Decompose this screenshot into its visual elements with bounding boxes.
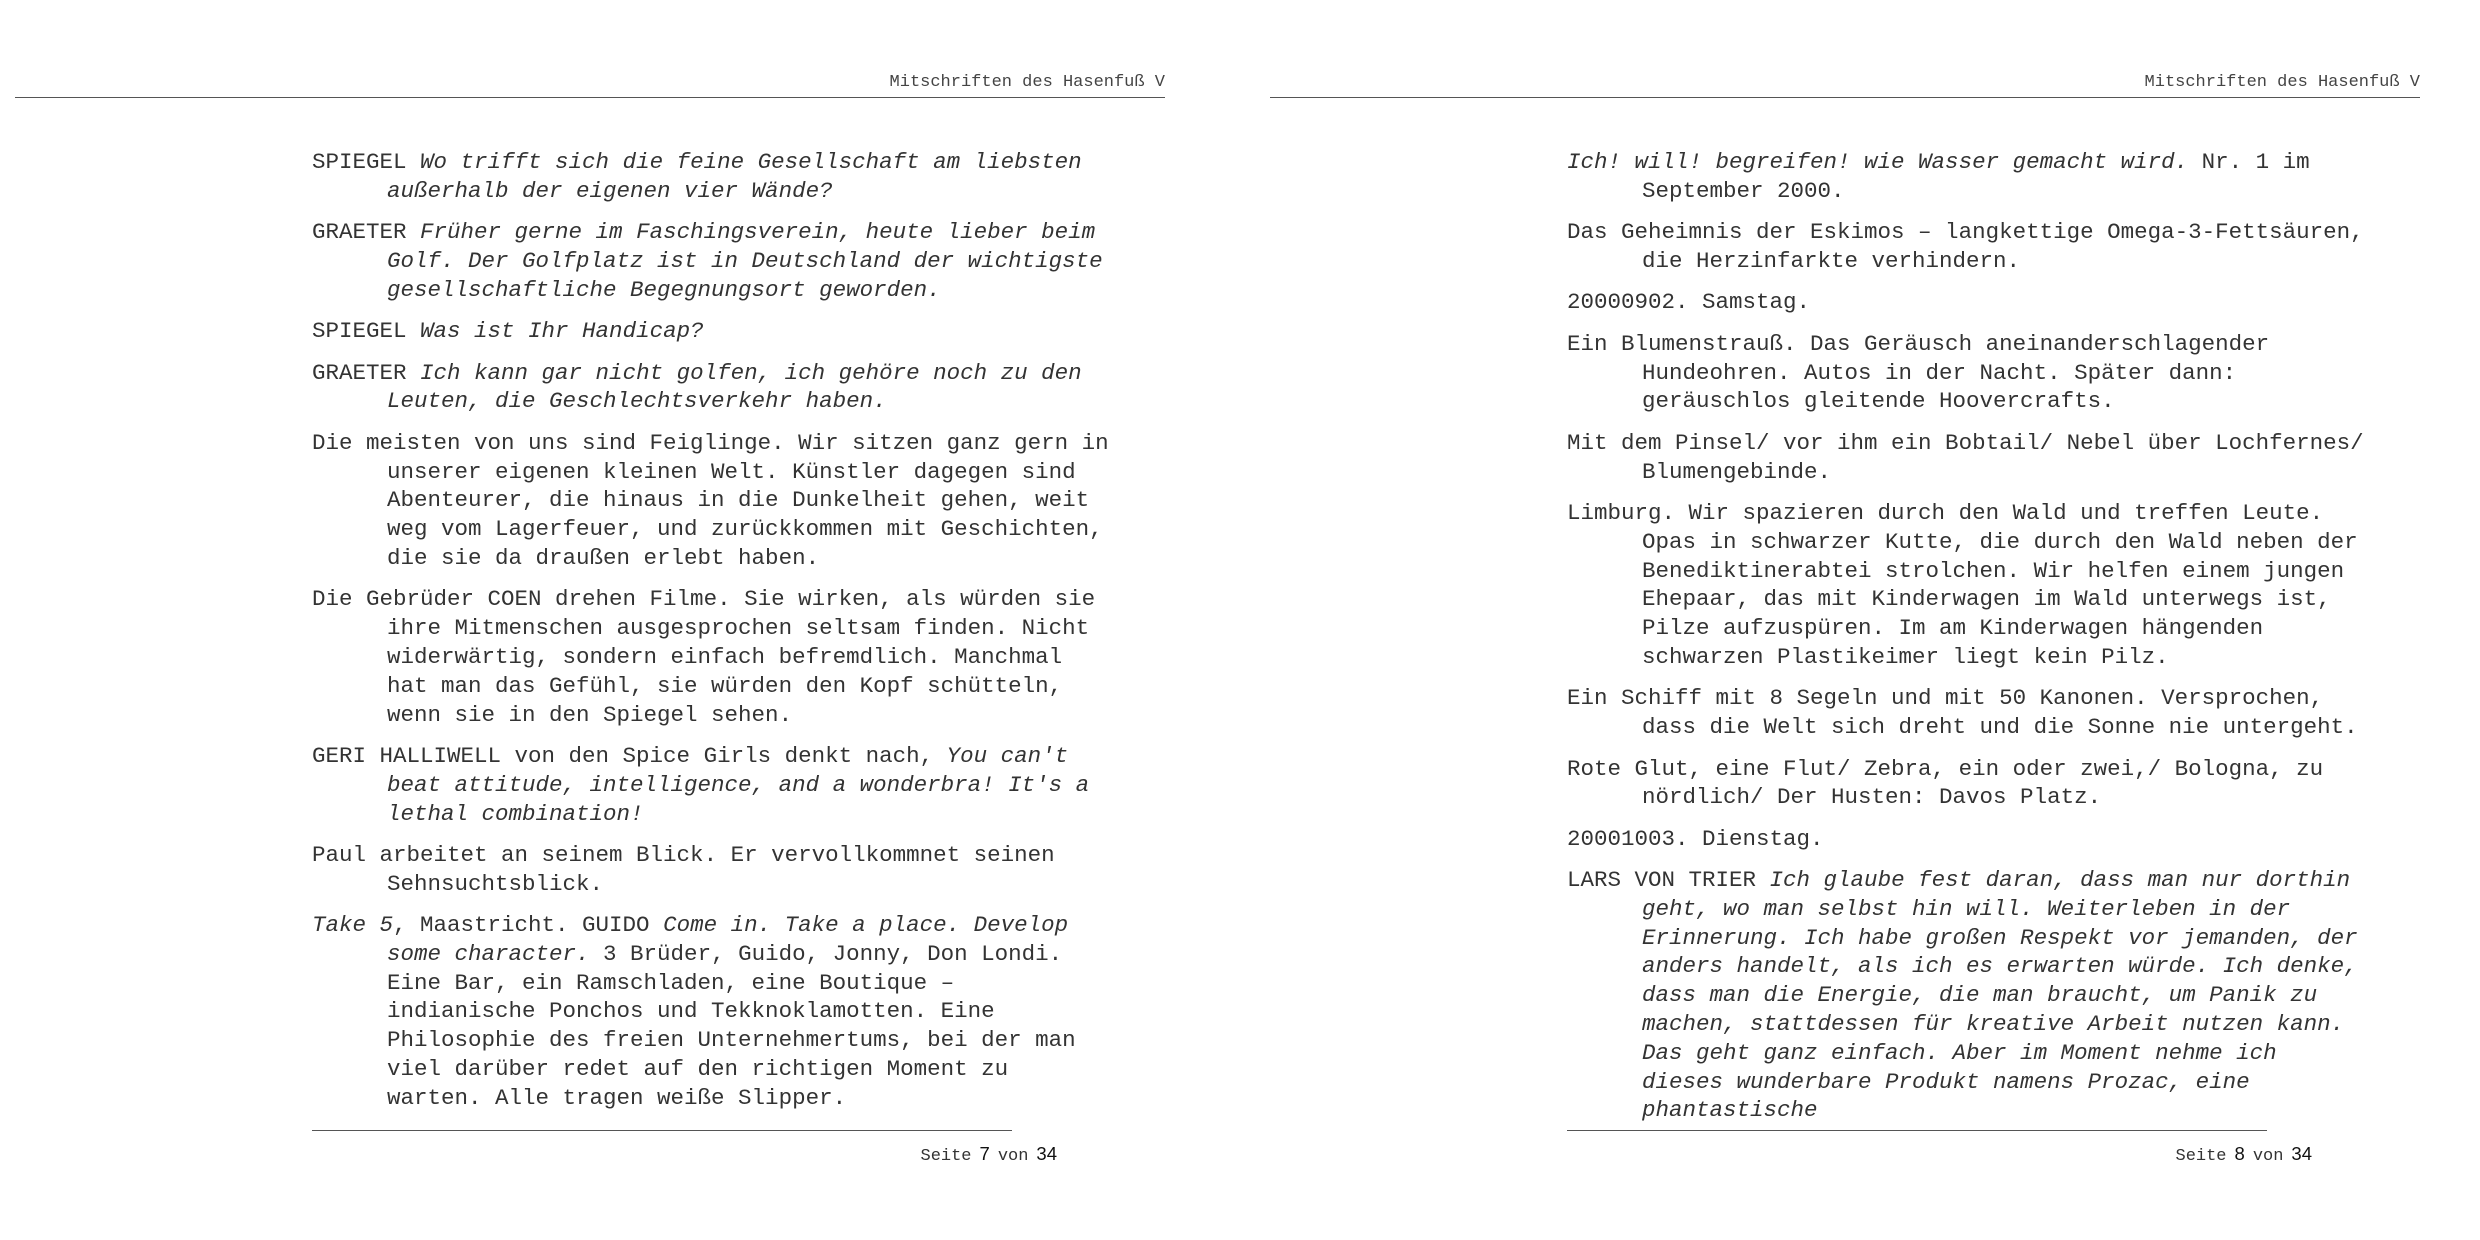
text-run: Rote Glut, eine Flut/ Zebra, ein oder zwei,/ Bologna, zu nördlich/ Der Husten: Davos Platz. [1567, 755, 2324, 811]
italic-text: Wo trifft sich die feine Gesellschaft am liebsten außerhalb der eigenen vier Wände? [387, 149, 1082, 204]
paragraph [312, 317, 1112, 346]
page-footer [312, 1143, 1057, 1166]
running-header: Mitschriften des Hasenfuß V [889, 73, 1165, 92]
von-label: von [2252, 1147, 2284, 1166]
text-run: , Maastricht. GUIDO [393, 912, 664, 939]
paragraph [1567, 755, 2367, 813]
page-total: 34 [2291, 1143, 2312, 1164]
paragraph [1567, 218, 2367, 276]
seite-label: Seite [2175, 1147, 2227, 1166]
text-run: Nr. 1 im September 2000. [1642, 149, 2310, 204]
paragraph [1567, 499, 2367, 672]
paragraph [1567, 684, 2367, 742]
von-label: von [997, 1147, 1029, 1166]
book-page-right [1255, 0, 2480, 1240]
text-run: 20001003. Dienstag. [1567, 825, 1824, 852]
page-body [312, 148, 1112, 1125]
text-run: SPIEGEL [312, 318, 421, 345]
text-run: Die meisten von uns sind Feiglinge. Wir sitzen ganz gern in unserer eigenen kleinen Welt. Künstler dagegen sind Abenteurer, die hinaus in die Dunkelheit gehen, weit weg vom Lagerfeuer, und zurückkommen mit Geschichten, die sie da draußen erlebt haben. [312, 429, 1109, 571]
paragraph [1567, 288, 2367, 317]
paragraph [312, 359, 1112, 417]
italic-text: Früher gerne im Faschingsverein, heute lieber beim Golf. Der Golfplatz ist in Deutschland der wichtigste gesellschaftliche Begegnungsort geworden. [387, 219, 1103, 303]
text-run: Die Gebrüder COEN drehen Filme. Sie wirken, als würden sie ihre Mitmenschen ausgesprochen seltsam finden. Nicht widerwärtig, sondern einfach befremdlich. Manchmal hat man das Gefühl, sie würden den Kopf schütteln, wenn sie in den Spiegel sehen. [312, 586, 1096, 728]
paragraph [1567, 330, 2367, 416]
footer-divider [1567, 1130, 2267, 1131]
italic-text: Was ist Ihr Handicap? [420, 318, 704, 345]
page-number: 8 [2234, 1143, 2245, 1164]
page-body [1567, 148, 2367, 1138]
running-header: Mitschriften des Hasenfuß V [2144, 73, 2420, 92]
italic-text: Take 5 [312, 912, 394, 939]
paragraph [1567, 429, 2367, 487]
header-divider [15, 97, 1165, 98]
page-total: 34 [1036, 1143, 1057, 1164]
italic-text: Come in. Take a place. Develop some character. [387, 912, 1069, 967]
paragraph [312, 742, 1112, 828]
seite-label: Seite [920, 1147, 972, 1166]
text-run: GERI HALLIWELL von den Spice Girls denkt nach, [312, 742, 947, 769]
paragraph [312, 429, 1112, 573]
text-run: Ein Blumenstrauß. Das Geräusch aneinanderschlagender Hundeohren. Autos in der Nacht. Später dann: geräuschlos gleitende Hoovercrafts. [1567, 330, 2270, 415]
text-run: Limburg. Wir spazieren durch den Wald und treffen Leute. Opas in schwarzer Kutte, die durch den Wald neben der Benediktinerabtei strolchen. Wir helfen einem jungen Ehepaar, das mit Kinderwagen im Wald unterwegs ist, Pilze aufzuspüren. Im am Kinderwagen hängenden schwarzen Plastikeimer liegt kein Pilz. [1567, 499, 2358, 670]
text-run: Mit dem Pinsel/ vor ihm ein Bobtail/ Nebel über Lochfernes/ Blumengebinde. [1567, 429, 2364, 485]
paragraph [312, 148, 1112, 206]
text-run: Das Geheimnis der Eskimos – langkettige Omega-3-Fettsäuren, die Herzinfarkte verhindern. [1567, 219, 2364, 274]
italic-text: Ich kann gar nicht golfen, ich gehöre noch zu den Leuten, die Geschlechtsverkehr haben. [387, 359, 1082, 415]
text-run: 3 Brüder, Guido, Jonny, Don Londi. Eine Bar, ein Ramschladen, eine Boutique – indianische Ponchos und Tekknoklamotten. Eine Philosophie des freien Unternehmertums, bei der man viel darüber redet auf den richtigen Moment zu warten. Alle tragen weiße Slipper. [387, 940, 1076, 1111]
paragraph [312, 218, 1112, 304]
footer-divider [312, 1130, 1012, 1131]
text-run: 20000902. Samstag. [1567, 289, 1811, 316]
italic-text: You can't beat attitude, intelligence, and a wonderbra! It's a lethal combination! [387, 742, 1090, 827]
page-number: 7 [979, 1143, 990, 1164]
text-run: Ein Schiff mit 8 Segeln und mit 50 Kanonen. Versprochen, dass die Welt sich dreht und die Sonne nie untergeht. [1567, 685, 2358, 741]
text-run: SPIEGEL [312, 149, 421, 175]
italic-text: Ich glaube fest daran, dass man nur dorthin geht, wo man selbst hin will. Weiterleben in der Erinnerung. Ich habe großen Respekt vor jemanden, der anders handelt, als ich es erwarten würde. Ich denke, dass man die Energie, die man braucht, um Panik zu machen, stattdessen für kreative Arbeit nutzen kann. Das geht ganz einfach. Aber im Moment nehme ich dieses wunderbare Produkt namens Prozac, eine phantastische [1642, 867, 2358, 1124]
text-run: GRAETER [312, 359, 421, 386]
paragraph [312, 841, 1112, 899]
paragraph [1567, 866, 2367, 1125]
text-run: LARS VON TRIER [1567, 867, 1770, 894]
text-run: Paul arbeitet an seinem Blick. Er vervollkommnet seinen Sehnsuchtsblick. [312, 841, 1055, 897]
paragraph [1567, 825, 2367, 854]
italic-text: Ich! will! begreifen! wie Wasser gemacht wird. [1567, 149, 2189, 175]
header-divider [1270, 97, 2420, 98]
text-run: GRAETER [312, 219, 421, 246]
paragraph [1567, 148, 2367, 206]
paragraph [312, 911, 1112, 1113]
page-footer [1567, 1143, 2312, 1166]
paragraph [312, 585, 1112, 729]
